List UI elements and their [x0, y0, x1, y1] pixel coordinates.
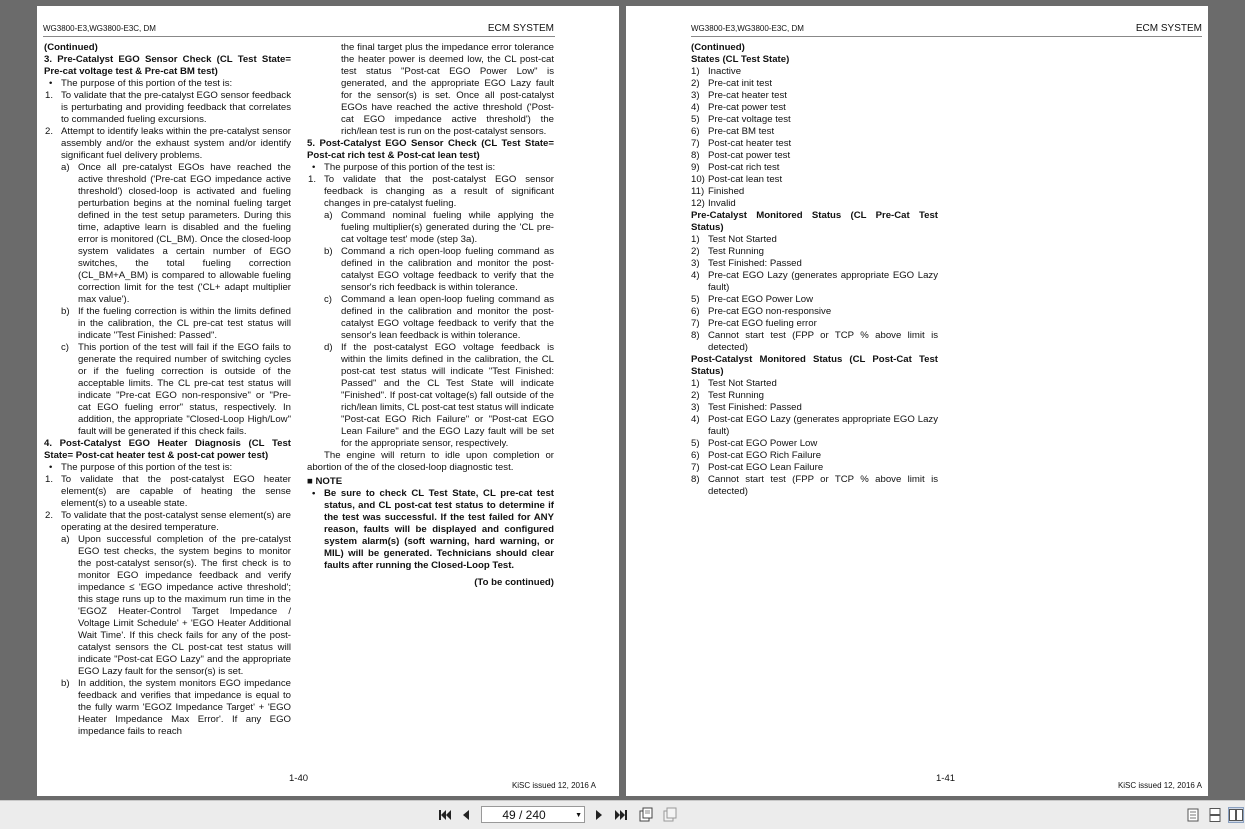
- list-marker: 1.: [45, 474, 54, 485]
- note-body: [307, 488, 554, 572]
- to-be-continued: [307, 577, 554, 589]
- text-content: To validate that the post-catalyst sense element(s) are operating at the desired temperature.: [61, 510, 291, 533]
- text-content: Test Running: [708, 390, 764, 401]
- text-content: Pre-cat EGO fueling error: [708, 318, 817, 329]
- list-marker: 1): [691, 378, 700, 389]
- text-content: Post-cat rich test: [708, 162, 780, 173]
- state-list-item: [691, 126, 938, 138]
- state-list-item: [691, 234, 938, 246]
- list-marker: b): [324, 246, 333, 257]
- list-marker: 1): [691, 66, 700, 77]
- state-list-item: [691, 90, 938, 102]
- text-content: 5. Post-Catalyst EGO Sensor Check (CL Test State= Post-cat rich test & Post-cat lean test): [307, 138, 554, 161]
- text-content: Pre-cat EGO Power Low: [708, 294, 814, 305]
- list-marker: 11): [691, 186, 705, 197]
- state-list-item: [691, 114, 938, 126]
- text-content: Invalid: [708, 198, 736, 209]
- state-list-item: [691, 402, 938, 414]
- text-content: Pre-cat power test: [708, 102, 786, 113]
- right-page-column-1: [691, 42, 938, 498]
- state-list-item: [691, 174, 938, 186]
- text-content: Pre-cat EGO non-responsive: [708, 306, 832, 317]
- list-marker: 4): [691, 270, 700, 281]
- list-marker: •: [49, 462, 53, 473]
- state-list-item: [691, 186, 938, 198]
- list-marker: 10): [691, 174, 705, 185]
- list-marker: 12): [691, 198, 705, 209]
- bullet-item: [44, 462, 291, 474]
- navigation-toolbar: [0, 800, 1245, 829]
- text-content: Post-cat heater test: [708, 138, 792, 149]
- state-list-item: [691, 198, 938, 210]
- state-list-item: [691, 102, 938, 114]
- list-marker: 5): [691, 438, 700, 449]
- state-list-item: [691, 66, 938, 78]
- list-item: [307, 174, 554, 210]
- text-content: Pre-cat heater test: [708, 90, 787, 101]
- text-content: Inactive: [708, 66, 742, 77]
- list-marker: 8): [691, 330, 700, 341]
- list-marker: 7): [691, 462, 700, 473]
- sub-list-item: [44, 678, 291, 738]
- list-marker: a): [61, 162, 70, 173]
- list-marker: 1): [691, 234, 700, 245]
- section-heading: [691, 54, 938, 66]
- list-marker: 3): [691, 258, 700, 269]
- list-marker: b): [61, 306, 70, 317]
- text-content: The purpose of this portion of the test is:: [61, 78, 233, 89]
- list-marker: 8): [691, 150, 700, 161]
- text-content: In addition, the system monitors EGO impedance feedback and verifies that impedance is equal to the fully warm 'EGOZ Impedance Target' + 'EGO Heater Impedance Max Error'. If any EGO impedance fails to reach: [78, 678, 291, 737]
- text-content: Pre-cat EGO Lazy (generates appropriate EGO Lazy fault): [708, 270, 938, 293]
- text-content: (Continued): [44, 42, 98, 53]
- state-list-item: [691, 450, 938, 462]
- header-system: ECM SYSTEM: [1135, 23, 1202, 34]
- list-marker: 1.: [308, 174, 317, 185]
- list-marker: 9): [691, 162, 700, 173]
- text-content: Be sure to check CL Test State, CL pre-cat test status, and CL post-cat test status to determine if the test was successful. If the test failed for ANY reason, faults will be displayed and configured system alarm(s) (soft warning, hard warning, or MIL) will be generated. Technicians should clear faults after running the Closed-Loop Test.: [324, 488, 554, 571]
- state-list-item: [691, 414, 938, 438]
- state-list-item: [691, 138, 938, 150]
- list-marker: 2.: [45, 126, 54, 137]
- text-content: Post-cat EGO Lazy (generates appropriate EGO Lazy fault): [708, 414, 938, 437]
- text-content: Cannot start test (FPP or TCP % above limit is detected): [708, 330, 938, 353]
- sub-list-item: [307, 294, 554, 342]
- text-content: The purpose of this portion of the test is:: [61, 462, 233, 473]
- text-content: Post-cat EGO Rich Failure: [708, 450, 822, 461]
- state-list-item: [691, 78, 938, 90]
- rotate-icon[interactable]: [638, 807, 654, 823]
- header-divider: [691, 36, 1202, 37]
- list-marker: c): [324, 294, 332, 305]
- header-models: WG3800-E3,WG3800-E3C, DM: [43, 24, 156, 33]
- text-content: ■ NOTE: [307, 476, 343, 487]
- text-content: Post-cat power test: [708, 150, 791, 161]
- section-heading: [44, 54, 291, 78]
- state-list-item: [691, 438, 938, 450]
- list-marker: d): [324, 342, 333, 353]
- state-list-item: [691, 474, 938, 498]
- text-content: Pre-cat BM test: [708, 126, 775, 137]
- note-title: [307, 476, 554, 488]
- list-marker: 6): [691, 126, 700, 137]
- sub-list-item: [307, 210, 554, 246]
- text-content: Post-cat lean test: [708, 174, 783, 185]
- text-content: The purpose of this portion of the test is:: [324, 162, 496, 173]
- text-content: The engine will return to idle upon completion or abortion of the of the closed-loop diagnostic test.: [307, 450, 554, 473]
- section-heading: [44, 42, 291, 54]
- page-number: 1-40: [289, 773, 309, 784]
- text-content: States (CL Test State): [691, 54, 790, 65]
- section-heading: [691, 42, 938, 54]
- sub-list-item: [44, 342, 291, 438]
- text-content: Test Not Started: [708, 234, 777, 245]
- list-marker: 3): [691, 402, 700, 413]
- single-page-view-icon[interactable]: [1185, 807, 1201, 823]
- list-marker: •: [49, 78, 53, 89]
- list-marker: 5): [691, 114, 700, 125]
- page-number-select[interactable]: [481, 806, 585, 823]
- prev-page-icon[interactable]: [458, 807, 474, 823]
- text-content: Pre-cat init test: [708, 78, 772, 89]
- state-list-item: [691, 462, 938, 474]
- section-heading: [691, 354, 938, 378]
- text-content: If the post-catalyst EGO voltage feedback is within the limits defined in the calibration, the CL post-cat test status will indicate "Test Finished: Passed" and the CL Test State will indicate "Finished". If post-cat voltage(s) fall outside of the rich/lean limits, CL post-cat test status will indicate "Post-cat EGO Rich Failure" or "Post-cat EGO Lean Failure" and the EGO Lazy fault will be set for the appropriate sensor, respectively.: [341, 342, 554, 449]
- fit-icon[interactable]: [662, 807, 678, 823]
- state-list-item: [691, 378, 938, 390]
- paragraph: [307, 450, 554, 474]
- section-heading: [691, 210, 938, 234]
- text-content: If the fueling correction is within the limits defined in the calibration, the CL pre-cat test status will indicate "Test Finished: Passed".: [78, 306, 291, 341]
- state-list-item: [691, 270, 938, 294]
- text-content: Test Finished: Passed: [708, 402, 802, 413]
- page-number: 1-41: [936, 773, 956, 784]
- text-content: Pre-Catalyst Monitored Status (CL Pre-Cat Test Status): [691, 210, 938, 233]
- list-marker: •: [312, 162, 316, 173]
- header-models: WG3800-E3,WG3800-E3C, DM: [691, 24, 804, 33]
- text-content: Attempt to identify leaks within the pre-catalyst sensor assembly and/or the exhaust system and/or identify significant fuel delivery problems.: [61, 126, 291, 161]
- list-item: [44, 510, 291, 534]
- text-content: 3. Pre-Catalyst EGO Sensor Check (CL Test State= Pre-cat voltage test & Pre-cat BM test): [44, 54, 291, 77]
- text-content: Command a rich open-loop fueling command as defined in the calibration and monitor the post-catalyst EGO voltage feedback to verify that the sensor's rich feedback is within tolerance.: [341, 246, 554, 293]
- list-marker: •: [312, 488, 316, 499]
- text-content: (Continued): [691, 42, 745, 53]
- state-list-item: [691, 330, 938, 354]
- text-content: Cannot start test (FPP or TCP % above limit is detected): [708, 474, 938, 497]
- sub-list-item-continued: [307, 42, 554, 138]
- issued-text: KiSC issued 12, 2016 A: [511, 781, 596, 790]
- left-page-column-2: [307, 42, 554, 589]
- section-heading: [307, 138, 554, 162]
- list-marker: 6): [691, 450, 700, 461]
- list-item: [44, 90, 291, 126]
- text-content: 4. Post-Catalyst EGO Heater Diagnosis (CL Test State= Post-cat heater test & post-cat power test): [44, 438, 291, 461]
- list-marker: 2.: [45, 510, 54, 521]
- state-list-item: [691, 390, 938, 402]
- sub-list-item: [307, 246, 554, 294]
- list-marker: 6): [691, 306, 700, 317]
- text-content: To validate that the pre-catalyst EGO sensor feedback is perturbating and providing feedback that correlates to commanded fueling excursions.: [61, 90, 291, 125]
- text-content: Once all pre-catalyst EGOs have reached the active threshold ('Pre-cat EGO impedance active threshold') closed-loop is activated and fueling perturbation begins at the nominal fueling target defined in the test setup parameters. During this time, adaptive learn is disabled and the fueling error is monitored (CL_BM). Once the closed-loop system validates a certain number of EGO switches, the total fueling correction (CL_BM+A_BM) is compared to allowable fueling correction limit for the test ('CL+ adapt multiplier max value').: [78, 162, 291, 305]
- chevron-down-icon: ▼: [575, 812, 582, 819]
- list-item: [44, 126, 291, 162]
- state-list-item: [691, 246, 938, 258]
- section-heading: [44, 438, 291, 462]
- header-divider: [43, 36, 555, 37]
- text-content: Post-cat EGO Power Low: [708, 438, 818, 449]
- list-marker: a): [324, 210, 333, 221]
- last-page-icon[interactable]: [613, 807, 629, 823]
- list-marker: 2): [691, 390, 700, 401]
- page-left: [37, 6, 619, 796]
- list-marker: 2): [691, 246, 700, 257]
- sub-list-item: [44, 306, 291, 342]
- state-list-item: [691, 150, 938, 162]
- two-page-view-icon[interactable]: [1228, 807, 1244, 823]
- state-list-item: [691, 162, 938, 174]
- bullet-item: [307, 162, 554, 174]
- list-marker: 7): [691, 318, 700, 329]
- page-right: [626, 6, 1208, 796]
- list-marker: c): [61, 342, 69, 353]
- text-content: Finished: [708, 186, 745, 197]
- list-marker: 2): [691, 78, 700, 89]
- list-marker: 8): [691, 474, 700, 485]
- state-list-item: [691, 306, 938, 318]
- text-content: Post-cat EGO Lean Failure: [708, 462, 824, 473]
- text-content: Test Not Started: [708, 378, 777, 389]
- issued-text: KiSC issued 12, 2016 A: [1117, 781, 1202, 790]
- state-list-item: [691, 294, 938, 306]
- text-content: To validate that the post-catalyst EGO sensor feedback is changing as a result of significant changes in pre-catalyst fueling.: [324, 174, 554, 209]
- list-marker: b): [61, 678, 70, 689]
- state-list-item: [691, 318, 938, 330]
- text-content: Upon successful completion of the pre-catalyst EGO test checks, the system begins to monitor the post-catalyst sensor(s). The first check is to monitor EGO impedance feedback and verify impedance ≤ 'EGO impedance active threshold'; this stage runs up to the maximum run time in the 'EGOZ Heater-Control Target Impedance / Voltage Limit Schedule' + 'EGO Heater Additional Wait Time'. If this check fails for any of the post-catalyst sensors the CL post-cat test status will indicate "Post-cat EGO Lazy" and the appropriate EGO Lazy fault for the sensor(s) is set.: [78, 534, 291, 677]
- list-marker: a): [61, 534, 70, 545]
- text-content: the final target plus the impedance error tolerance the heater power is deemed low, the CL post-cat test status "Post-cat EGO Power Low" is generated, and the appropriate EGO Lazy fault for the sensor(s) is set. Once all post-catalyst EGOs have reached the active threshold ('Post-cat EGO impedance active threshold') the rich/lean test is run on the post-catalyst sensors.: [341, 42, 554, 137]
- page-indicator: 49 / 240: [502, 808, 546, 822]
- text-content: Test Running: [708, 246, 764, 257]
- sub-list-item: [44, 162, 291, 306]
- first-page-icon[interactable]: [437, 807, 453, 823]
- list-marker: 4): [691, 102, 700, 113]
- sub-list-item: [44, 534, 291, 678]
- text-content: To validate that the post-catalyst EGO heater element(s) are capable of heating the sense element(s) to a useable state.: [61, 474, 291, 509]
- text-content: Command a lean open-loop fueling command as defined in the calibration and monitor the post-catalyst EGO voltage feedback to verify that the sensor's lean feedback is within tolerance.: [341, 294, 554, 341]
- sub-list-item: [307, 342, 554, 450]
- state-list-item: [691, 258, 938, 270]
- text-content: (To be continued): [474, 577, 554, 588]
- next-page-icon[interactable]: [591, 807, 607, 823]
- text-content: Pre-cat voltage test: [708, 114, 791, 125]
- list-item: [44, 474, 291, 510]
- list-marker: 1.: [45, 90, 54, 101]
- text-content: Command nominal fueling while applying the fueling multiplier(s) generated during the 'CL pre-cat voltage test' mode (step 3a).: [341, 210, 554, 245]
- list-marker: 5): [691, 294, 700, 305]
- text-content: Test Finished: Passed: [708, 258, 802, 269]
- header-system: ECM SYSTEM: [487, 23, 554, 34]
- bullet-item: [44, 78, 291, 90]
- left-page-column-1: [44, 42, 291, 738]
- list-marker: 7): [691, 138, 700, 149]
- list-marker: 4): [691, 414, 700, 425]
- list-marker: 3): [691, 90, 700, 101]
- text-content: Post-Catalyst Monitored Status (CL Post-Cat Test Status): [691, 354, 938, 377]
- text-content: This portion of the test will fail if the EGO fails to generate the required number of switching cycles or if the fueling correction is outside of the acceptable limits. The CL pre-cat test status will indicate "Pre-cat EGO non-responsive" or "Pre-cat EGO fueling error" status, respectively. In addition, the appropriate "Closed-Loop High/Low" fault will be generated if this check fails.: [78, 342, 291, 437]
- continuous-view-icon[interactable]: [1207, 807, 1223, 823]
